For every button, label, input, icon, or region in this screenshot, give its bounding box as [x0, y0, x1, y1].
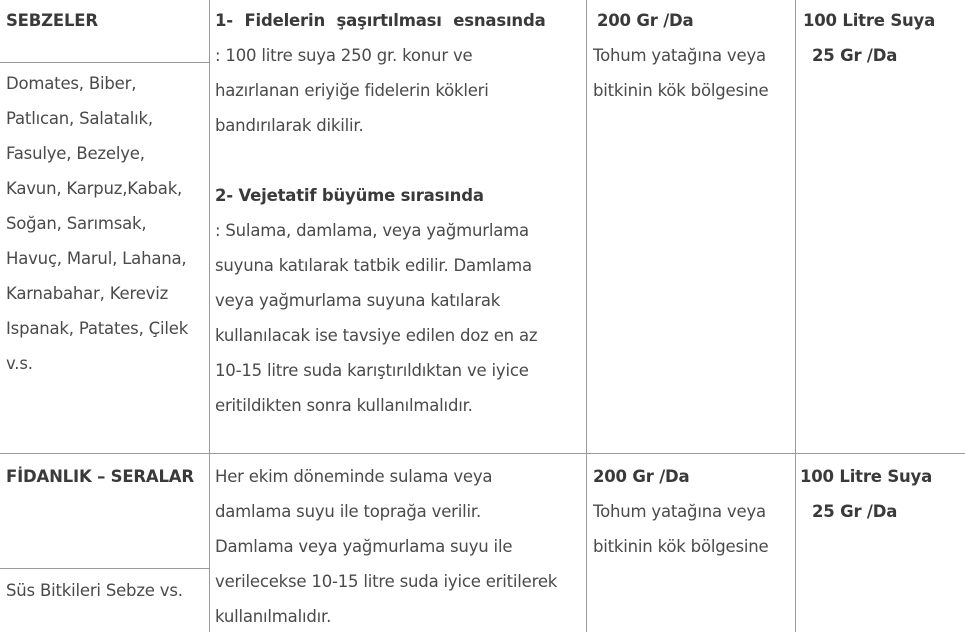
plant-line: Patlıcan, Salatalık, — [6, 109, 153, 128]
dilution-line-1: 100 Litre Suya — [800, 467, 933, 486]
row2-plants — [6, 573, 183, 608]
plant-line: Ispanak, Patates, Çilek — [6, 319, 189, 338]
method-line: suyuna katılarak tatbik edilir. Damlama — [215, 256, 532, 275]
row1-category: SEBZELER — [6, 11, 98, 30]
row2-dilution — [800, 459, 932, 529]
method-line: bandırılarak dikilir. — [215, 116, 364, 135]
dose-line: Tohum yatağına veya — [593, 502, 766, 521]
method-line: 10-15 litre suda karıştırıldıktan ve iyice — [215, 361, 529, 380]
col-divider-2 — [586, 0, 587, 632]
row2-method — [215, 459, 557, 634]
method-line: : Sulama, damlama, veya yağmurlama — [215, 221, 529, 240]
step2-title: 2- Vejetatif büyüme sırasında — [215, 186, 484, 205]
row1-dilution — [803, 3, 935, 73]
row1-dose — [593, 3, 768, 108]
dose-line: Tohum yatağına veya — [593, 46, 766, 65]
category-divider-1 — [0, 62, 209, 63]
dose-line: bitkinin kök bölgesine — [593, 537, 769, 556]
plant-line: Domates, Biber, — [6, 74, 137, 93]
plant-line: Fasulye, Bezelye, — [6, 144, 145, 163]
plant-line: Süs Bitkileri Sebze vs. — [6, 581, 183, 600]
category-divider-2 — [0, 568, 209, 569]
method-line: Damlama veya yağmurlama suyu ile — [215, 537, 513, 556]
col-divider-3 — [795, 0, 796, 632]
method-line: Her ekim döneminde sulama veya — [215, 467, 493, 486]
row1-plants — [6, 66, 188, 381]
plant-line: Havuç, Marul, Lahana, — [6, 249, 187, 268]
col-divider-1 — [209, 0, 210, 632]
method-spacer — [215, 143, 546, 178]
row-divider — [0, 453, 965, 454]
plant-line: Kavun, Karpuz,Kabak, — [6, 179, 183, 198]
dilution-line-2: 25 Gr /Da — [812, 502, 898, 521]
row1-method — [215, 3, 546, 423]
plant-line: Soğan, Sarımsak, — [6, 214, 147, 233]
method-line: eritildikten sonra kullanılmalıdır. — [215, 396, 473, 415]
dose-amount: 200 Gr /Da — [593, 467, 690, 486]
method-line: kullanılacak ise tavsiye edilen doz en az — [215, 326, 538, 345]
method-line: damlama suyu ile toprağa verilir. — [215, 502, 481, 521]
method-line: : 100 litre suya 250 gr. konur ve — [215, 46, 473, 65]
method-line: verilecekse 10-15 litre suda iyice eritilerek — [215, 572, 558, 591]
dilution-line-2: 25 Gr /Da — [812, 46, 898, 65]
dilution-line-1: 100 Litre Suya — [803, 11, 936, 30]
method-line: veya yağmurlama suyuna katılarak — [215, 291, 501, 310]
step1-title: 1- Fidelerin şaşırtılması esnasında — [215, 11, 546, 30]
dose-amount: 200 Gr /Da — [597, 11, 694, 30]
plant-line: v.s. — [6, 354, 33, 373]
plant-line: Karnabahar, Kereviz — [6, 284, 169, 303]
row2-category: FİDANLIK – SERALAR — [6, 467, 194, 486]
dose-line: bitkinin kök bölgesine — [593, 81, 769, 100]
method-line: kullanılmalıdır. — [215, 607, 332, 626]
row2-dose — [593, 459, 768, 564]
method-line: hazırlanan eriyiğe fidelerin kökleri — [215, 81, 489, 100]
